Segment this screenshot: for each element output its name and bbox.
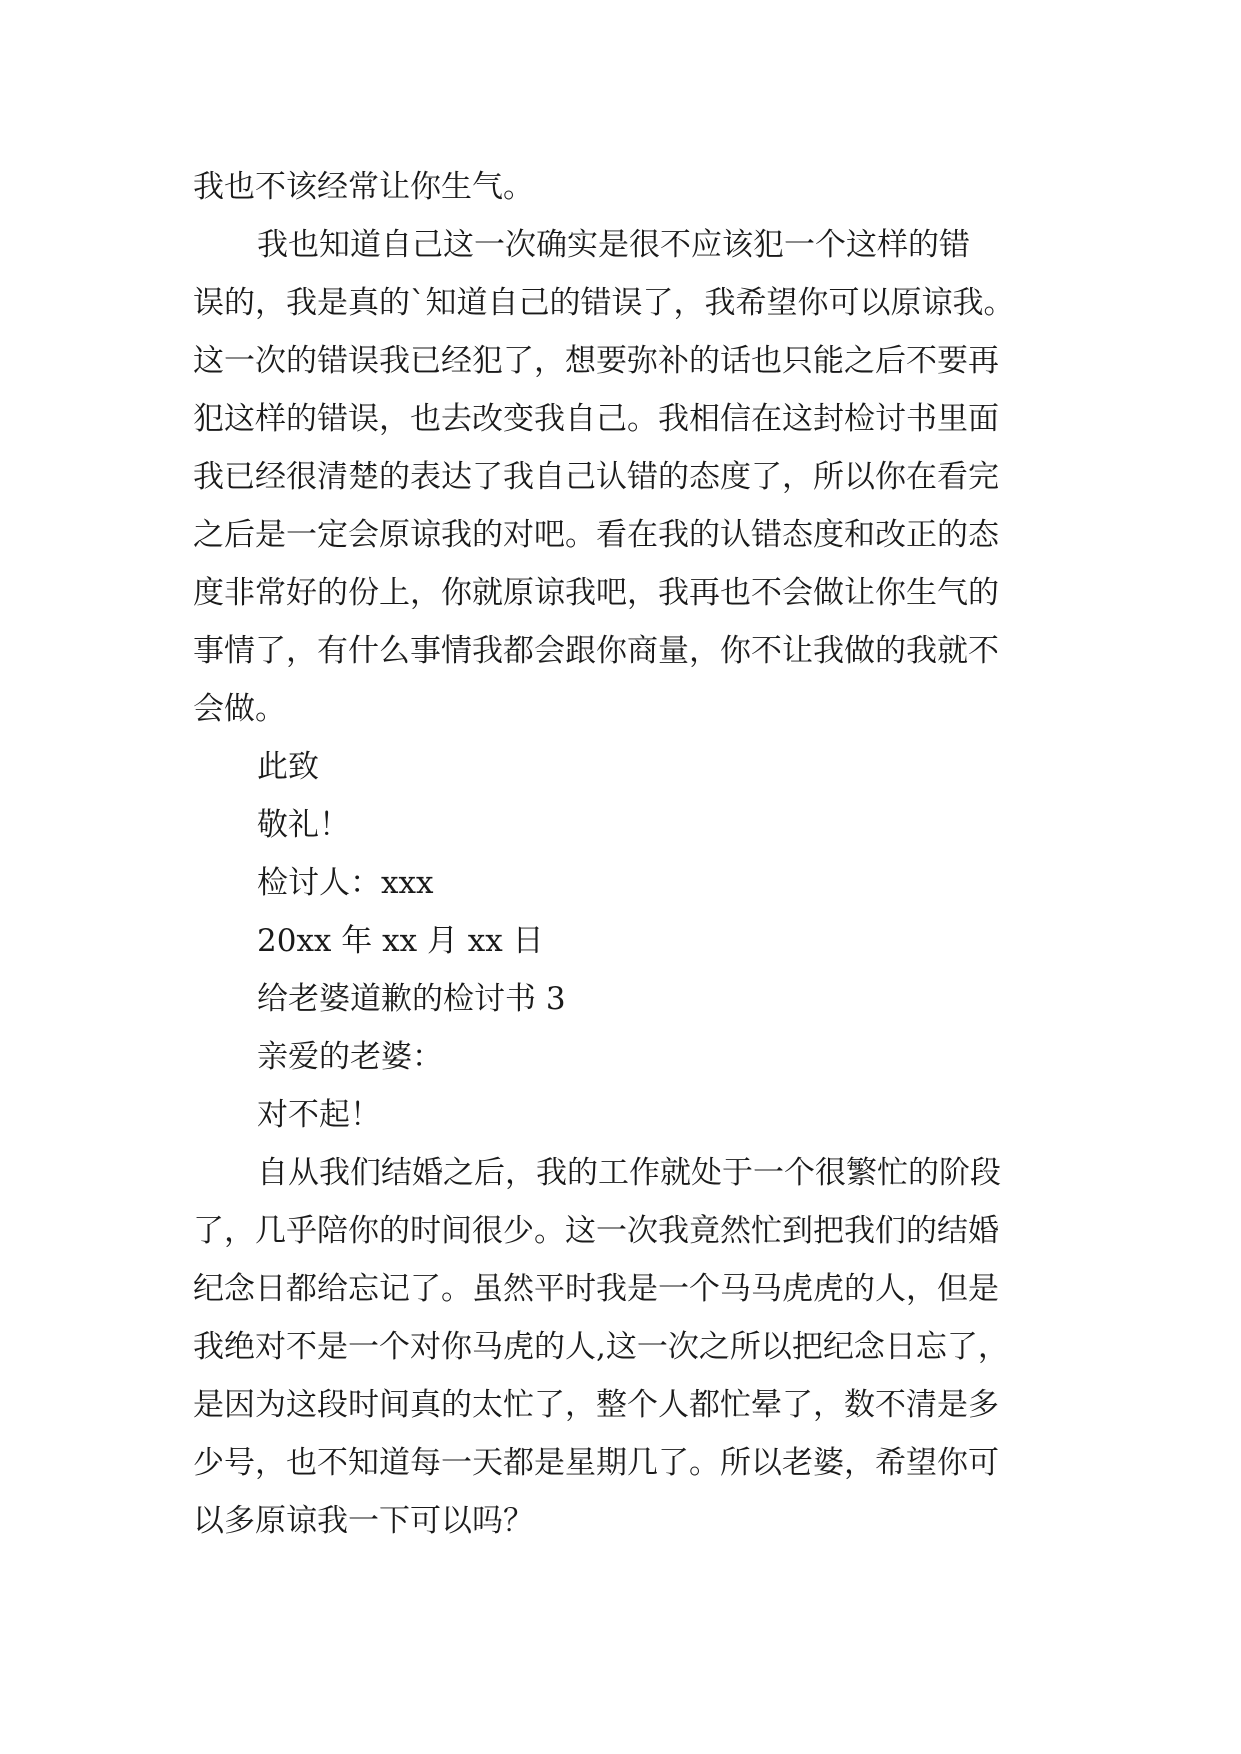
text-line: 误的，我是真的`知道自己的错误了，我希望你可以原谅我。 <box>193 285 1015 321</box>
text-line: 我已经很清楚的表达了我自己认错的态度了，所以你在看完 <box>193 459 999 495</box>
text-line: 了，几乎陪你的时间很少。这一次我竟然忙到把我们的结婚 <box>193 1213 999 1249</box>
text-line: 度非常好的份上，你就原谅我吧，我再也不会做让你生气的 <box>193 575 999 611</box>
text-line: 事情了，有什么事情我都会跟你商量，你不让我做的我就不 <box>193 633 999 669</box>
text-line: 对不起！ <box>257 1097 381 1133</box>
text-line: 之后是一定会原谅我的对吧。看在我的认错态度和改正的态 <box>193 517 999 553</box>
text-line: 会做。 <box>193 691 286 727</box>
text-line: 是因为这段时间真的太忙了，整个人都忙晕了，数不清是多 <box>193 1387 999 1423</box>
text-line: 犯这样的错误，也去改变我自己。我相信在这封检讨书里面 <box>193 401 999 437</box>
signature-line: 检讨人：xxx <box>257 865 434 901</box>
text-line: 我绝对不是一个对你马虎的人,这一次之所以把纪念日忘了， <box>193 1329 1009 1365</box>
text-line: 少号，也不知道每一天都是星期几了。所以老婆，希望你可 <box>193 1445 999 1481</box>
date-line: 20xx 年 xx 月 xx 日 <box>257 923 544 959</box>
closing-respect: 敬礼！ <box>257 807 350 843</box>
text-line: 以多原谅我一下可以吗？ <box>193 1503 534 1539</box>
greeting-line: 亲爱的老婆： <box>257 1039 443 1075</box>
text-line: 我也知道自己这一次确实是很不应该犯一个这样的错 <box>257 227 970 263</box>
closing-salutation: 此致 <box>257 749 319 785</box>
text-line: 自从我们结婚之后，我的工作就处于一个很繁忙的阶段 <box>257 1155 1001 1191</box>
text-line: 这一次的错误我已经犯了，想要弥补的话也只能之后不要再 <box>193 343 999 379</box>
section-heading: 给老婆道歉的检讨书 3 <box>257 981 566 1017</box>
text-line: 纪念日都给忘记了。虽然平时我是一个马马虎虎的人，但是 <box>193 1271 999 1307</box>
text-line: 我也不该经常让你生气。 <box>193 169 534 205</box>
